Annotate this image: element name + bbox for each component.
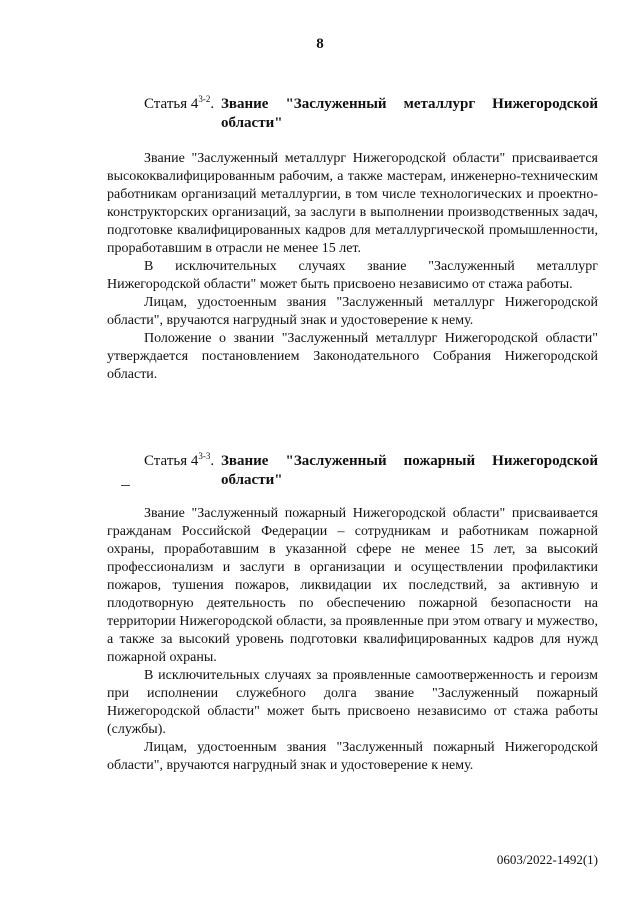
article-number: Статья 4$^{3-2}$. xyxy=(144,94,215,112)
paragraph: Лицам, удостоенным звания "Заслуженный пожарный Нижегородской области", вручаются нагрудный знак и удостоверение к нему. xyxy=(107,740,598,773)
paragraph: Лицам, удостоенным звания "Заслуженный металлург Нижегородской области", вручаются нагрудный знак и удостоверение к нему. xyxy=(107,295,598,328)
paragraph: В исключительных случаях за проявленные самоотверженность и героизм при исполнении служебного долга звание "Заслуженный пожарный Нижегородской области" может быть присвоено независимо от стажа работы (службы). xyxy=(107,668,598,737)
article-heading xyxy=(144,95,598,133)
document-code: 0603/2022-1492(1) xyxy=(496,852,598,867)
article-body xyxy=(107,150,598,384)
article-body xyxy=(107,505,598,775)
paragraph: Звание "Заслуженный металлург Нижегородской области" присваивается высококвалифицированным рабочим, а также мастерам, инженерно-техническим работникам организаций металлургии, в том числе технологических и проектно-конструкторских организаций, за заслуги в выполнении производственных задач, подготовке квалифицированных кадров для металлургической промышленности, проработавшим в отрасли не менее 15 лет. xyxy=(107,151,598,256)
paragraph: Звание "Заслуженный пожарный Нижегородской области" присваивается гражданам Российской Федерации – сотрудникам и работникам пожарной охраны, проработавшим в указанной сфере не менее 15 лет, за высокий профессионализм и заслуги в организации и осуществлении профилактики пожаров, тушения пожаров, ликвидации их последствий, за активную и плодотворную деятельность по обеспечению пожарной безопасности на территории Нижегородской области, за проявленные при этом отвагу и мужество, а также за высокий уровень подготовки квалифицированных кадров для нужд пожарной охраны. xyxy=(107,506,598,665)
article-heading xyxy=(144,452,598,490)
scan-mark xyxy=(121,485,130,486)
paragraph: Положение о звании "Заслуженный металлург Нижегородской области" утверждается постановлением Законодательного Собрания Нижегородской области. xyxy=(107,331,598,382)
article-number: Статья 4$^{3-3}$. xyxy=(144,451,215,469)
article-title: Звание "Заслуженный металлург Нижегородской области" xyxy=(221,96,598,131)
article-title: Звание "Заслуженный пожарный Нижегородской области" xyxy=(221,453,598,488)
paragraph: В исключительных случаях звание "Заслуженный металлург Нижегородской области" может быть присвоено независимо от стажа работы. xyxy=(107,259,598,292)
page-number: 8 xyxy=(316,36,324,52)
